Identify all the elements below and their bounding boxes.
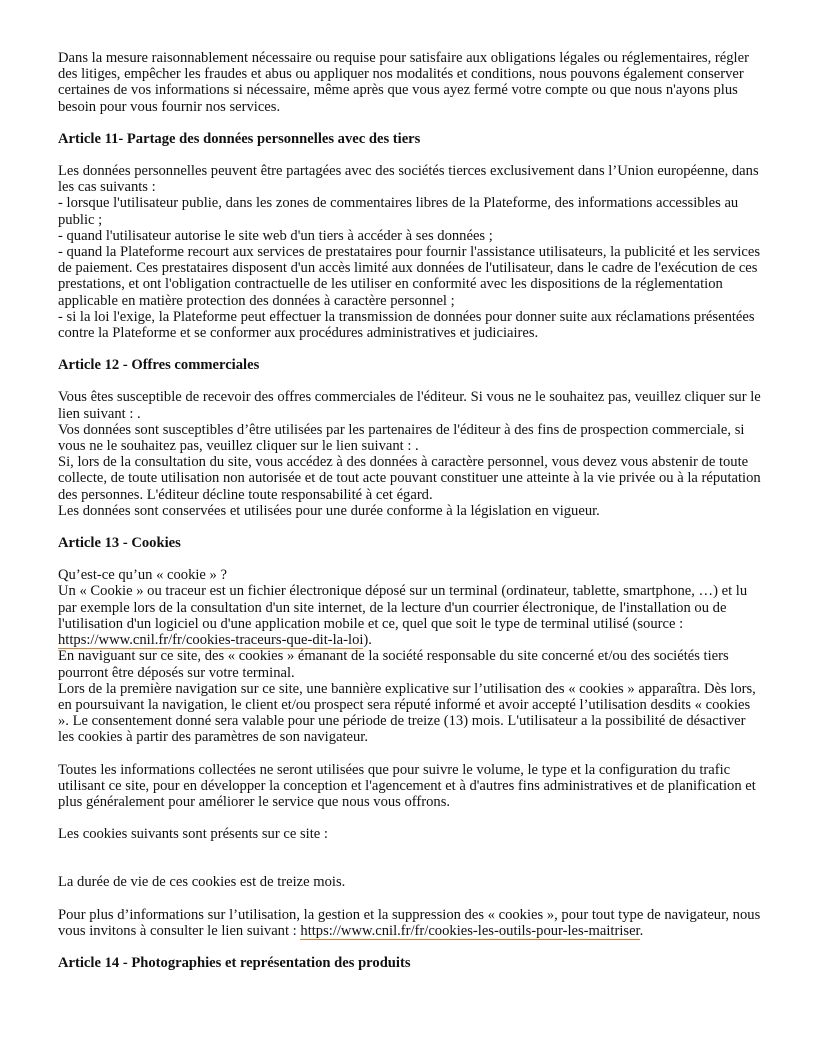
cookie-more-info <box>58 907 763 939</box>
cnil-traceurs-link[interactable]: https://www.cnil.fr/fr/cookies-traceurs-que-dit-la-loi <box>58 632 364 649</box>
cookie-definition-text: Un « Cookie » ou traceur est un fichier électronique déposé sur un terminal (ordinateur, tablette, smartphone, …) et lu par exemple lors de la consultation d'un site internet, de la lecture d'un courrier électronique, de l'installation ou de l'utilisation d'un logiciel ou d'une application mobile et ce, quel que soit le type de terminal utilisé (source : <box>58 583 748 632</box>
article-11-line: - quand l'utilisateur autorise le site web d'un tiers à accéder à ses données ; <box>58 227 493 244</box>
article-11-line: - si la loi l'exige, la Plateforme peut effectuer la transmission de données pour donner suite aux réclamations présentées contre la Plateforme et se conformer aux procédures administratives et judiciaires. <box>58 308 755 342</box>
article-11-line: - quand la Plateforme recourt aux services de prestataires pour fournir l'assistance utilisateurs, la publicité et les services de paiement. Ces prestataires disposent d'un accès limité aux données de l'utilisateur, dans le cadre de l'exécution de ces prestations, et ont l'obligation contractuelle de les utiliser en conformité avec les dispositions de la réglementation applicable en matière protection des données à caractère personnel ; <box>58 244 761 309</box>
article-12-line: Les données sont conservées et utilisées pour une durée conforme à la législation en vigueur. <box>58 502 600 519</box>
article-13-heading: Article 13 - Cookies <box>58 535 181 552</box>
cookie-navigation-text: En naviguant sur ce site, des « cookies » émanant de la société responsable du site concerné et/ou des sociétés tiers pourront être déposés sur votre terminal. <box>58 648 729 681</box>
article-12-line: Si, lors de la consultation du site, vous accédez à des données à caractère personnel, vous devez vous abstenir de toute collecte, de toute utilisation non autorisée et de tout acte pouvant constituer une atteinte à la vie privée ou à la réputation des personnes. L'éditeur décline toute responsabilité à cet égard. <box>58 454 761 503</box>
article-12-heading: Article 12 - Offres commerciales <box>58 357 260 374</box>
cookie-present-text: Les cookies suivants sont présents sur ce site : <box>58 826 328 843</box>
cookie-banner-text: Lors de la première navigation sur ce site, une bannière explicative sur l’utilisation des « cookies » apparaîtra. Dès lors, en poursuivant la navigation, le client et/ou prospect sera réputé informé et avoir accepté l’utilisation desdits « cookies ». Le consentement donné sera valable pour une période de treize (13) mois. L'utilisateur a la possibilité de désactiver les cookies à partir des paramètres de son navigateur. <box>58 680 756 746</box>
cookie-question: Qu’est-ce qu’un « cookie » ? <box>58 567 227 584</box>
cookie-definition <box>58 583 763 648</box>
article-12-line: Vous êtes susceptible de recevoir des offres commerciales de l'éditeur. Si vous ne le souhaitez pas, veuillez cliquer sur le lien suivant : . <box>58 389 761 422</box>
article-11-line: Les données personnelles peuvent être partagées avec des sociétés tierces exclusivement dans l’Union européenne, dans les cas suivants : <box>58 163 759 196</box>
intro-paragraph: Dans la mesure raisonnablement nécessaire ou requise pour satisfaire aux obligations légales ou réglementaires, régler des litiges, empêcher les fraudes et abus ou appliquer nos modalités et conditions, nous pouvons également conserver certaines de vos informations si nécessaire, même après que vous ayez fermé votre compte ou que nous n'ayons plus besoin pour vous fournir nos services. <box>58 50 749 115</box>
cookie-lifetime-text: La durée de vie de ces cookies est de treize mois. <box>58 874 346 891</box>
cookie-definition-end: ). <box>363 632 372 649</box>
article-11-line: - lorsque l'utilisateur publie, dans les zones de commentaires libres de la Plateforme, des informations accessibles au public ; <box>58 195 739 228</box>
article-11-heading: Article 11- Partage des données personnelles avec des tiers <box>58 130 421 147</box>
cnil-outils-link[interactable]: https://www.cnil.fr/fr/cookies-les-outils-pour-les-maitriser <box>300 922 640 939</box>
article-14-heading: Article 14 - Photographies et représentation des produits <box>58 954 411 971</box>
cookie-usage-text: Toutes les informations collectées ne seront utilisées que pour suivre le volume, le type et la configuration du trafic utilisant ce site, pour en développer la conception et l'agencement et à d'autres fins administratives et de planification et plus généralement pour améliorer le service que nous vous offrons. <box>58 761 756 810</box>
document-page <box>58 50 763 971</box>
cookie-more-end: . <box>639 922 644 939</box>
cookie-more-text: Pour plus d’informations sur l’utilisation, la gestion et la suppression des « cookies », pour tout type de navigateur, nous vous invitons à consulter le lien suivant : <box>58 906 761 939</box>
article-12-line: Vos données sont susceptibles d’être utilisées par les partenaires de l'éditeur à des fins de prospection commerciale, si vous ne le souhaitez pas, veuillez cliquer sur le lien suivant : . <box>58 421 745 455</box>
